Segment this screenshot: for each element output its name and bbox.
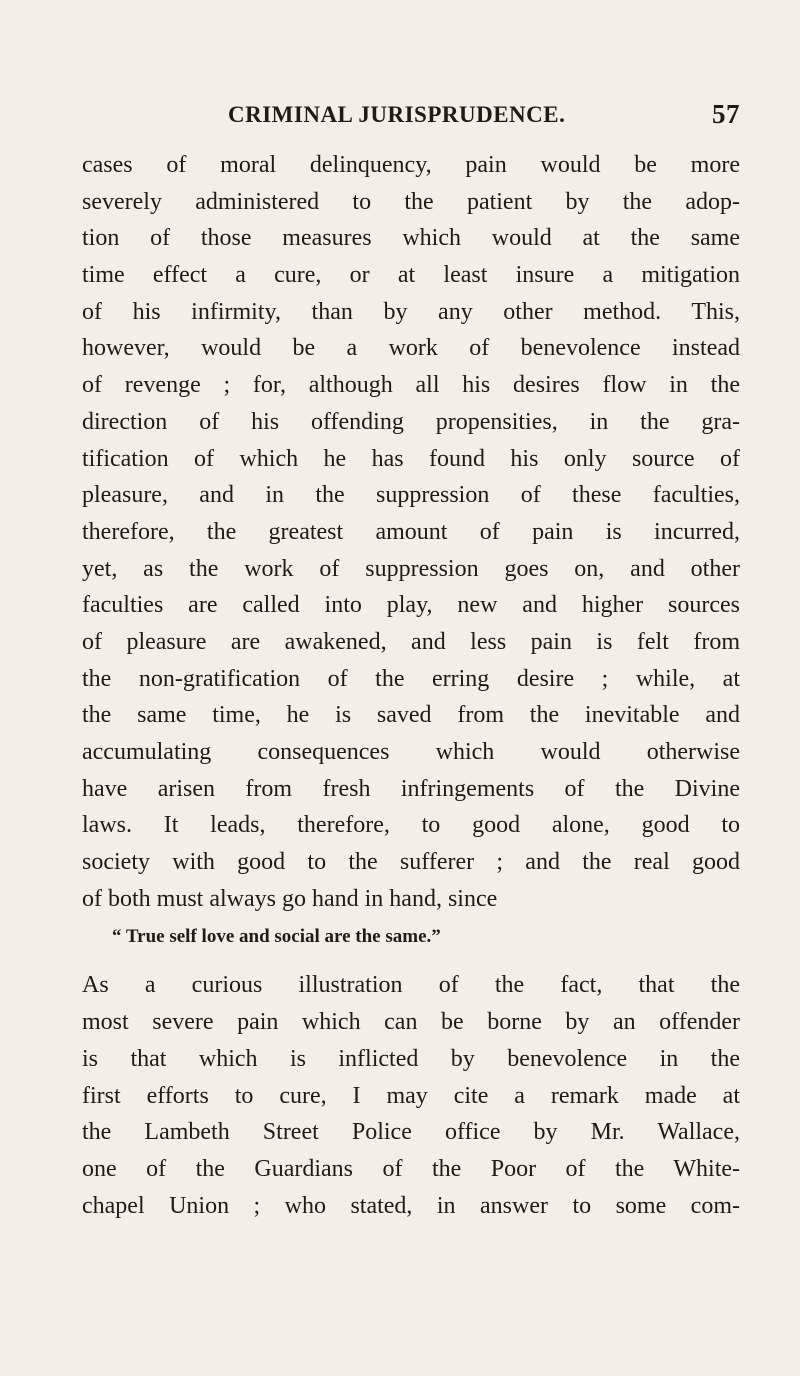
- page-number: 57: [712, 99, 740, 129]
- text-line: most severe pain which can be borne by an offender: [82, 1009, 740, 1036]
- text-line: the non-gratification of the erring desire ; while, at: [82, 665, 740, 692]
- running-head: [228, 99, 740, 132]
- text-line: pleasure, and in the suppression of these faculties,: [82, 482, 740, 509]
- paragraph-1: [82, 147, 740, 917]
- text-line: severely administered to the patient by the adop-: [82, 188, 740, 215]
- text-line: laws. It leads, therefore, to good alone, good to: [82, 812, 740, 839]
- text-line: cases of moral delinquency, pain would be more: [82, 152, 740, 178]
- text-line: As a curious illustration of the fact, that the: [82, 972, 740, 999]
- text-line: time effect a cure, or at least insure a mitigation: [82, 262, 740, 289]
- text-line: the same time, he is saved from the inevitable and: [82, 702, 740, 729]
- text-line: therefore, the greatest amount of pain is incurred,: [82, 518, 740, 545]
- text-line: yet, as the work of suppression goes on, and other: [82, 555, 740, 582]
- text-line: however, would be a work of benevolence instead: [82, 335, 740, 362]
- text-line: the Lambeth Street Police office by Mr. Wallace,: [82, 1119, 740, 1146]
- text-line: is that which is inflicted by benevolence in the: [82, 1045, 740, 1072]
- text-line: tion of those measures which would at the same: [82, 225, 740, 252]
- text-line: of his infirmity, than by any other method. This,: [82, 298, 740, 325]
- text-line: accumulating consequences which would otherwise: [82, 739, 740, 765]
- text-line: chapel Union ; who stated, in answer to some com-: [82, 1192, 740, 1219]
- text-line: one of the Guardians of the Poor of the White-: [82, 1155, 740, 1182]
- text-line: direction of his offending propensities, in the gra-: [82, 408, 740, 435]
- paragraph-2: [82, 967, 740, 1224]
- text-line: of pleasure are awakened, and less pain is felt from: [82, 628, 740, 655]
- text-line: of both must always go hand in hand, since: [82, 885, 498, 912]
- verse-quotation: “ True self love and social are the same.”: [112, 926, 441, 948]
- text-line: have arisen from fresh infringements of the Divine: [82, 775, 740, 802]
- text-line: tification of which he has found his only source of: [82, 445, 740, 472]
- text-line: society with good to the sufferer ; and the real good: [82, 849, 740, 876]
- text-line: of revenge ; for, although all his desires flow in the: [82, 372, 740, 399]
- text-line: first efforts to cure, I may cite a remark made at: [82, 1082, 740, 1109]
- body-text: [82, 147, 740, 1224]
- running-title: CRIMINAL JURISPRUDENCE.: [228, 102, 566, 127]
- text-line: faculties are called into play, new and higher sources: [82, 592, 740, 619]
